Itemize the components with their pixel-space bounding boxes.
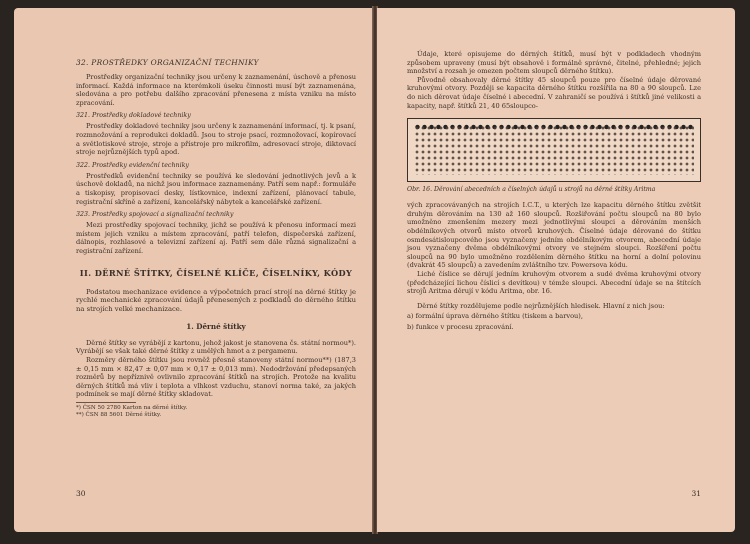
paragraph: Děrné štítky rozdělujeme podle nejrůznějších hledisek. Hlavní z nich jsou: — [417, 301, 665, 310]
subsection-title: 321. Prostředky dokladové techniky — [76, 112, 191, 120]
chapter-title: II. DĚRNÉ ŠTÍTKY, ČÍSELNÉ KLÍČE, ČÍSELNÍKY, KÓDY — [79, 267, 353, 278]
subsection-title: 323. Prostředky spojovací a signalizační techniky — [76, 211, 234, 219]
paragraph: Liché číslice se děrují jedním kruhovým otvorem a sudé dvěma kruhovými otvory (předcházející lichou číslicí s devítkou) v témže sloupci. Abecední údaje se na štítcích strojů Aritma děrují v kódu Aritma, obr. 16. — [407, 269, 701, 296]
list-item: b) funkce v procesu zpracování. — [407, 322, 514, 331]
lead-paragraph: Podstatou mechanizace evidence a výpočetních prací strojí na děrné štítky je rychlé mechanické zpracování údajů přenesených z podkladů do děrného štítku na strojích velké mechanizace. — [76, 287, 356, 314]
paragraph: Prostředků evidenční techniky se používá ke sledování jednotlivých jevů a k úschově dokladů, na nichž jsou informace zaznamenány. Patří sem např.: formuláře a tiskopisy, propisovací desky, lístkovnice, indexní zařízení, plánovací tabule, registrační skříně a zařízení, kancelářský nábytek a kancelářské zařízení. — [76, 171, 356, 206]
paragraph: Údaje, které opisujeme do děrných štítků, musí být v podkladech vhodným způsobem upraveny (musí být obsahově i formálně správné, čitelné, přehledné; jejich množství a rozsah je omezen počtem sloupců děrného štítku). — [407, 50, 701, 76]
paragraph: Rozměry děrného štítku jsou rovněž přesně stanoveny státní normou**) (187,3 ± 0,15 mm × 82,47 ± 0,07 mm × 0,17 ± 0,013 mm). Nedodržování předepsaných rozměrů by nepříznivě ovlivnilo zpracování štítků na strojích. Protože na kvalitu děrných štítků má vliv i teplota a vlhkost vzduchu, stanoví norma také, za jakých podmínek se mají děrné štítky skladovat. — [76, 356, 356, 399]
figure-caption: Obr. 16. Děrování abecedních a číselných údajů u strojů na děrné štítky Aritma — [407, 186, 656, 194]
paragraph: Původně obsahovaly děrné štítky 45 sloupců pouze pro číselné údaje děrované kruhovými otvory. Později se kapacita děrného štítku rozšířila na 80 a 90 sloupců. Lze do nich děrovat údaje číselné i abecední. V zahraničí se používá i štítků jiné velikosti a kapacity, např. štítků 21, 40 65sloupco- — [407, 75, 701, 110]
right-page — [377, 8, 735, 532]
list — [407, 312, 701, 331]
paragraph: vých zpracovávaných na strojích I.C.T., u kterých lze kapacitu děrného štítku zvětšit druhým děrováním na 130 až 160 sloupců. Rozšiřování počtu sloupců na 80 bylo umožněno zmenšením mezery mezi jednotlivými sloupci a děrováním menších obdélníkových otvorů místo otvorů kruhových. Číselné údaje děrované do štítku osmdesátisloupcového jsou vyznačeny jedním obdélníkovým otvorem, abecední údaje jsou vyznačeny dvěma obdélníkovými otvory ve stejném sloupci. Rozšíření počtu sloupců na 90 bylo umožněno rozdělením děrného štítku na horní a dolní polovinu (dvakrát 45 sloupců) a zavedením zvláštního tzv. Powersova kódu. — [407, 201, 701, 270]
footnote: **) ČSN 88 5601 Děrné štítky. — [76, 412, 162, 419]
subsection-title: 322. Prostředky evidenční techniky — [76, 161, 189, 169]
footnote-divider — [76, 402, 136, 403]
paragraph: Prostředky organizační techniky jsou určeny k zaznamenání, úschově a přenosu informací. Každá informace na kterémkoli úseku činnosti musí být zaznamenána, sledována a pro potřebu dalšího zpracování přenesena z místa vzniku na místo zpracování. — [76, 73, 356, 107]
left-page — [14, 8, 374, 532]
section-title: 32. PROSTŘEDKY ORGANIZAČNÍ TECHNIKY — [76, 58, 259, 67]
paragraph: Prostředky dokladové techniky jsou určeny k zaznamenání informací, tj. k psaní, rozmnožování a reprodukci dokladů. Jsou to stroje psací, rozmnožovací, kopírovací a světlotiskové stroje, stroje a přístroje pro mikrofilm, adresovací stroje, diktovací stroje nejrůznějších typů apod. — [76, 122, 356, 157]
card-hole-grid — [414, 125, 694, 175]
punched-card-figure — [407, 118, 701, 182]
page-number: 30 — [76, 489, 86, 498]
footnote: *) ČSN 50 2780 Karton na děrné štítky. — [76, 405, 188, 412]
paragraph: Mezi prostředky spojovací techniky, jichž se používá k přenosu informací mezi místem jejich vzniku a místem zpracování, patří telefon, dispečerská zařízení, dálnopis, rozhlasové a televizní zařízení aj. Patří sem dále různá signalizační a registrační zařízení. — [76, 221, 356, 255]
page-number: 31 — [691, 489, 701, 498]
section-heading: 1. Děrné štítky — [186, 321, 246, 331]
paragraph: Děrné štítky se vyrábějí z kartonu, jehož jakost je stanovena čs. státní normou*). Vyrábějí se však také děrné štítky z umělých hmot a z pergamenu. — [76, 338, 356, 356]
list-item: a) formální úprava děrného štítku (tiskem a barvou), — [407, 312, 583, 321]
